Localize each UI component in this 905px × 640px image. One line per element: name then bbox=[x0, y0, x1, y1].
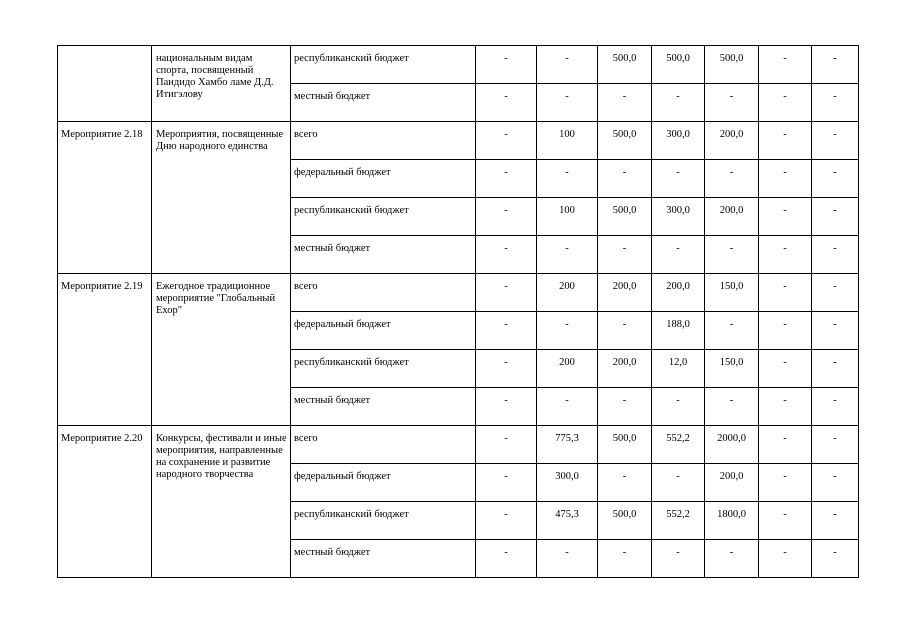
event-code: Мероприятие 2.19 bbox=[58, 274, 152, 426]
amount-cell: - bbox=[476, 46, 537, 84]
amount-cell: - bbox=[812, 46, 859, 84]
table-row bbox=[58, 274, 859, 312]
amount-cell: - bbox=[476, 502, 537, 540]
amount-cell: - bbox=[705, 236, 759, 274]
amount-cell: - bbox=[476, 540, 537, 578]
amount-cell: - bbox=[598, 540, 652, 578]
amount-cell: - bbox=[652, 160, 705, 198]
amount-cell: - bbox=[476, 312, 537, 350]
event-name: Мероприятия, посвященные Дню народного единства bbox=[152, 122, 291, 274]
amount-cell: 200 bbox=[537, 274, 598, 312]
funding-source: всего bbox=[291, 274, 476, 312]
table-body bbox=[58, 46, 859, 578]
amount-cell: 552,2 bbox=[652, 502, 705, 540]
amount-cell: - bbox=[537, 46, 598, 84]
amount-cell: - bbox=[812, 160, 859, 198]
amount-cell: - bbox=[476, 388, 537, 426]
amount-cell: - bbox=[537, 388, 598, 426]
amount-cell: 200,0 bbox=[705, 198, 759, 236]
amount-cell: - bbox=[476, 198, 537, 236]
amount-cell: 300,0 bbox=[537, 464, 598, 502]
funding-source: местный бюджет bbox=[291, 388, 476, 426]
amount-cell: - bbox=[476, 464, 537, 502]
amount-cell: - bbox=[476, 426, 537, 464]
amount-cell: 1800,0 bbox=[705, 502, 759, 540]
amount-cell: 100 bbox=[537, 122, 598, 160]
amount-cell: 300,0 bbox=[652, 198, 705, 236]
amount-cell: - bbox=[705, 312, 759, 350]
amount-cell: - bbox=[537, 540, 598, 578]
amount-cell: 500,0 bbox=[598, 426, 652, 464]
budget-table bbox=[57, 45, 859, 578]
amount-cell: - bbox=[812, 388, 859, 426]
amount-cell: - bbox=[759, 426, 812, 464]
amount-cell: - bbox=[537, 236, 598, 274]
funding-source: республиканский бюджет bbox=[291, 350, 476, 388]
amount-cell: - bbox=[812, 540, 859, 578]
amount-cell: - bbox=[705, 540, 759, 578]
amount-cell: - bbox=[652, 84, 705, 122]
amount-cell: - bbox=[476, 160, 537, 198]
amount-cell: 100 bbox=[537, 198, 598, 236]
amount-cell: 500,0 bbox=[598, 198, 652, 236]
amount-cell: - bbox=[759, 46, 812, 84]
table-row bbox=[58, 122, 859, 160]
amount-cell: 500,0 bbox=[598, 502, 652, 540]
event-code: Мероприятие 2.20 bbox=[58, 426, 152, 578]
amount-cell: 300,0 bbox=[652, 122, 705, 160]
event-code bbox=[58, 46, 152, 122]
amount-cell: 200,0 bbox=[652, 274, 705, 312]
amount-cell: - bbox=[812, 464, 859, 502]
table-row bbox=[58, 426, 859, 464]
amount-cell: - bbox=[476, 84, 537, 122]
funding-source: республиканский бюджет bbox=[291, 46, 476, 84]
amount-cell: - bbox=[812, 198, 859, 236]
amount-cell: - bbox=[705, 84, 759, 122]
amount-cell: 775,3 bbox=[537, 426, 598, 464]
amount-cell: - bbox=[537, 84, 598, 122]
amount-cell: 552,2 bbox=[652, 426, 705, 464]
funding-source: местный бюджет bbox=[291, 84, 476, 122]
amount-cell: 500,0 bbox=[652, 46, 705, 84]
amount-cell: - bbox=[812, 84, 859, 122]
event-name: Конкурсы, фестивали и иные мероприятия, направленные на сохранение и развитие народного творчества bbox=[152, 426, 291, 578]
funding-source: всего bbox=[291, 122, 476, 160]
amount-cell: - bbox=[476, 350, 537, 388]
event-code: Мероприятие 2.18 bbox=[58, 122, 152, 274]
amount-cell: - bbox=[652, 388, 705, 426]
amount-cell: - bbox=[759, 388, 812, 426]
event-name: национальным видам спорта, посвященный Пандидо Хамбо ламе Д.Д. Итигэлову bbox=[152, 46, 291, 122]
amount-cell: - bbox=[759, 540, 812, 578]
amount-cell: - bbox=[812, 350, 859, 388]
amount-cell: 12,0 bbox=[652, 350, 705, 388]
amount-cell: 200,0 bbox=[705, 122, 759, 160]
amount-cell: - bbox=[759, 236, 812, 274]
amount-cell: - bbox=[812, 274, 859, 312]
amount-cell: - bbox=[759, 198, 812, 236]
table-row bbox=[58, 46, 859, 84]
amount-cell: - bbox=[759, 84, 812, 122]
amount-cell: - bbox=[759, 274, 812, 312]
amount-cell: - bbox=[598, 388, 652, 426]
amount-cell: 200 bbox=[537, 350, 598, 388]
amount-cell: - bbox=[759, 464, 812, 502]
event-name: Ежегодное традиционное мероприятие "Глобальный Ехор" bbox=[152, 274, 291, 426]
amount-cell: 200,0 bbox=[598, 274, 652, 312]
amount-cell: - bbox=[759, 502, 812, 540]
amount-cell: 200,0 bbox=[598, 350, 652, 388]
funding-source: всего bbox=[291, 426, 476, 464]
amount-cell: - bbox=[598, 160, 652, 198]
amount-cell: 2000,0 bbox=[705, 426, 759, 464]
amount-cell: - bbox=[705, 160, 759, 198]
amount-cell: - bbox=[759, 312, 812, 350]
amount-cell: - bbox=[705, 388, 759, 426]
funding-source: федеральный бюджет bbox=[291, 160, 476, 198]
amount-cell: - bbox=[812, 502, 859, 540]
amount-cell: - bbox=[759, 350, 812, 388]
amount-cell: - bbox=[598, 464, 652, 502]
amount-cell: 500,0 bbox=[598, 46, 652, 84]
amount-cell: - bbox=[598, 312, 652, 350]
amount-cell: 150,0 bbox=[705, 350, 759, 388]
amount-cell: - bbox=[537, 160, 598, 198]
amount-cell: 500,0 bbox=[598, 122, 652, 160]
amount-cell: - bbox=[812, 426, 859, 464]
funding-source: федеральный бюджет bbox=[291, 464, 476, 502]
amount-cell: - bbox=[812, 236, 859, 274]
amount-cell: - bbox=[812, 122, 859, 160]
amount-cell: - bbox=[537, 312, 598, 350]
amount-cell: - bbox=[476, 122, 537, 160]
amount-cell: - bbox=[759, 160, 812, 198]
amount-cell: - bbox=[598, 236, 652, 274]
amount-cell: 150,0 bbox=[705, 274, 759, 312]
funding-source: местный бюджет bbox=[291, 540, 476, 578]
funding-source: федеральный бюджет bbox=[291, 312, 476, 350]
funding-source: республиканский бюджет bbox=[291, 502, 476, 540]
amount-cell: 200,0 bbox=[705, 464, 759, 502]
amount-cell: - bbox=[652, 236, 705, 274]
amount-cell: - bbox=[652, 540, 705, 578]
amount-cell: 475,3 bbox=[537, 502, 598, 540]
amount-cell: - bbox=[759, 122, 812, 160]
amount-cell: - bbox=[812, 312, 859, 350]
amount-cell: 188,0 bbox=[652, 312, 705, 350]
amount-cell: - bbox=[652, 464, 705, 502]
funding-source: республиканский бюджет bbox=[291, 198, 476, 236]
funding-source: местный бюджет bbox=[291, 236, 476, 274]
amount-cell: - bbox=[598, 84, 652, 122]
amount-cell: - bbox=[476, 274, 537, 312]
amount-cell: 500,0 bbox=[705, 46, 759, 84]
amount-cell: - bbox=[476, 236, 537, 274]
